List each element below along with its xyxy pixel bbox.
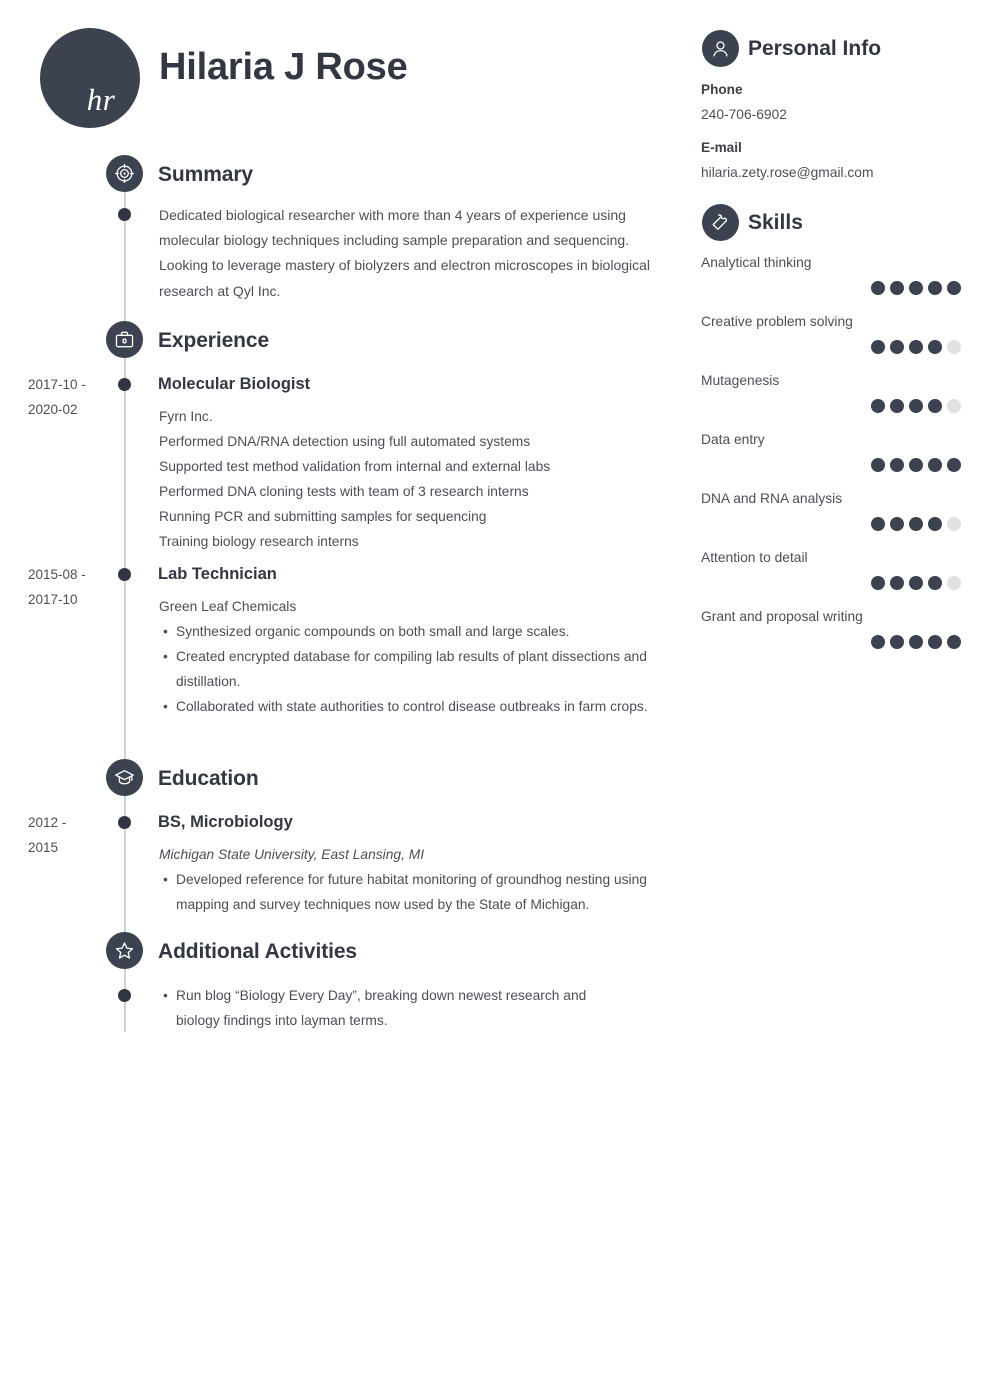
activities-list	[163, 983, 633, 1033]
list-item: Performed DNA/RNA detection using full automated systems	[159, 434, 531, 449]
list-item: • Run blog “Biology Every Day”, breaking down newest research and biology findings into layman terms.	[163, 983, 633, 1033]
puzzle-piece-icon	[702, 204, 739, 241]
date-line: 2017-10 -	[28, 377, 86, 392]
rating-dot-off	[947, 340, 961, 354]
list-item: • Collaborated with state authorities to control disease outbreaks in farm crops.	[163, 694, 668, 719]
rating-dot-on	[890, 517, 904, 531]
skill-rating	[871, 458, 961, 472]
rating-dot-on	[890, 576, 904, 590]
sidebar	[700, 0, 990, 1400]
section-title-summary: Summary	[158, 163, 254, 186]
list-item: • Created encrypted database for compiling lab results of plant dissections and distillation.	[163, 644, 668, 694]
star-icon	[106, 932, 143, 969]
list-item: • Synthesized organic compounds on both small and large scales.	[163, 619, 668, 644]
date-line: 2015	[28, 840, 59, 855]
rating-dot-on	[928, 458, 942, 472]
job-title: Lab Technician	[158, 565, 277, 583]
briefcase-icon	[106, 321, 143, 358]
rating-dot-on	[928, 635, 942, 649]
person-icon	[702, 30, 739, 67]
degree-title: BS, Microbiology	[158, 813, 293, 831]
school-name: Michigan State University, East Lansing, MI	[159, 847, 425, 862]
target-icon	[106, 155, 143, 192]
rating-dot-on	[928, 281, 942, 295]
date-line: 2015-08 -	[28, 567, 86, 582]
section-title-skills: Skills	[748, 211, 803, 234]
list-item: Running PCR and submitting samples for sequencing	[159, 509, 487, 524]
skill-rating	[871, 340, 961, 354]
section-title-education: Education	[158, 767, 259, 790]
skill-name: Attention to detail	[701, 550, 808, 565]
date-line: 2012 -	[28, 815, 67, 830]
summary-text: Dedicated biological researcher with more than 4 years of experience using molecular biology techniques including sample preparation and sequencing. Looking to leverage mastery of biolyzers and electron microscopes in biological research at Qyl Inc.	[159, 207, 651, 299]
rating-dot-on	[928, 399, 942, 413]
skill-name: Data entry	[701, 432, 765, 447]
rating-dot-on	[890, 340, 904, 354]
skill-rating	[871, 281, 961, 295]
rating-dot-on	[890, 458, 904, 472]
rating-dot-on	[909, 576, 923, 590]
list-item: Supported test method validation from internal and external labs	[159, 459, 551, 474]
email-value[interactable]: hilaria.zety.rose@gmail.com	[701, 165, 874, 180]
section-title-experience: Experience	[158, 329, 270, 352]
experience-date-range	[28, 562, 120, 612]
rating-dot-on	[890, 635, 904, 649]
list-item: Training biology research interns	[159, 534, 359, 549]
section-title-activities: Additional Activities	[158, 940, 357, 963]
rating-dot-on	[871, 281, 885, 295]
experience-date-range	[28, 372, 120, 422]
rating-dot-on	[909, 458, 923, 472]
education-date-range	[28, 810, 120, 860]
rating-dot-on	[909, 517, 923, 531]
skill-rating	[871, 399, 961, 413]
rating-dot-off	[947, 576, 961, 590]
graduation-cap-icon	[106, 759, 143, 796]
rating-dot-on	[890, 281, 904, 295]
skill-name: Creative problem solving	[701, 314, 853, 329]
skill-name: DNA and RNA analysis	[701, 491, 843, 506]
list-item: Performed DNA cloning tests with team of 3 research interns	[159, 484, 529, 499]
rating-dot-off	[947, 399, 961, 413]
job-duty-list	[159, 429, 664, 554]
rating-dot-on	[871, 576, 885, 590]
rating-dot-on	[871, 340, 885, 354]
page-title: Hilaria J Rose	[159, 46, 408, 88]
rating-dot-on	[947, 635, 961, 649]
date-line: 2020-02	[28, 402, 78, 417]
job-duty-list	[163, 619, 668, 719]
skill-rating	[871, 576, 961, 590]
rating-dot-on	[871, 635, 885, 649]
rating-dot-on	[909, 281, 923, 295]
email-label: E-mail	[701, 140, 742, 155]
rating-dot-on	[871, 399, 885, 413]
rating-dot-on	[871, 458, 885, 472]
skill-name: Grant and proposal writing	[701, 609, 863, 624]
skill-name: Analytical thinking	[701, 255, 812, 270]
rating-dot-on	[909, 399, 923, 413]
rating-dot-on	[871, 517, 885, 531]
rating-dot-on	[928, 340, 942, 354]
date-line: 2017-10	[28, 592, 78, 607]
avatar-initials: hr	[86, 82, 116, 117]
list-item: • Developed reference for future habitat monitoring of groundhog nesting using mapping and survey techniques now used by the State of Michigan.	[163, 867, 673, 917]
skill-rating	[871, 635, 961, 649]
job-title: Molecular Biologist	[158, 375, 311, 393]
rating-dot-on	[928, 576, 942, 590]
timeline-rail	[124, 190, 126, 1032]
phone-value[interactable]: 240-706-6902	[701, 107, 787, 122]
company-name: Fyrn Inc.	[159, 409, 213, 424]
phone-label: Phone	[701, 82, 743, 97]
company-name: Green Leaf Chemicals	[159, 599, 297, 614]
rating-dot-on	[909, 635, 923, 649]
rating-dot-on	[928, 517, 942, 531]
timeline-dot	[118, 208, 131, 221]
education-detail-list	[163, 867, 673, 917]
skill-rating	[871, 517, 961, 531]
rating-dot-off	[947, 517, 961, 531]
skill-name: Mutagenesis	[701, 373, 780, 388]
rating-dot-on	[909, 340, 923, 354]
timeline-dot	[118, 989, 131, 1002]
section-title-personal-info: Personal Info	[748, 37, 882, 60]
rating-dot-on	[947, 458, 961, 472]
rating-dot-on	[947, 281, 961, 295]
rating-dot-on	[890, 399, 904, 413]
